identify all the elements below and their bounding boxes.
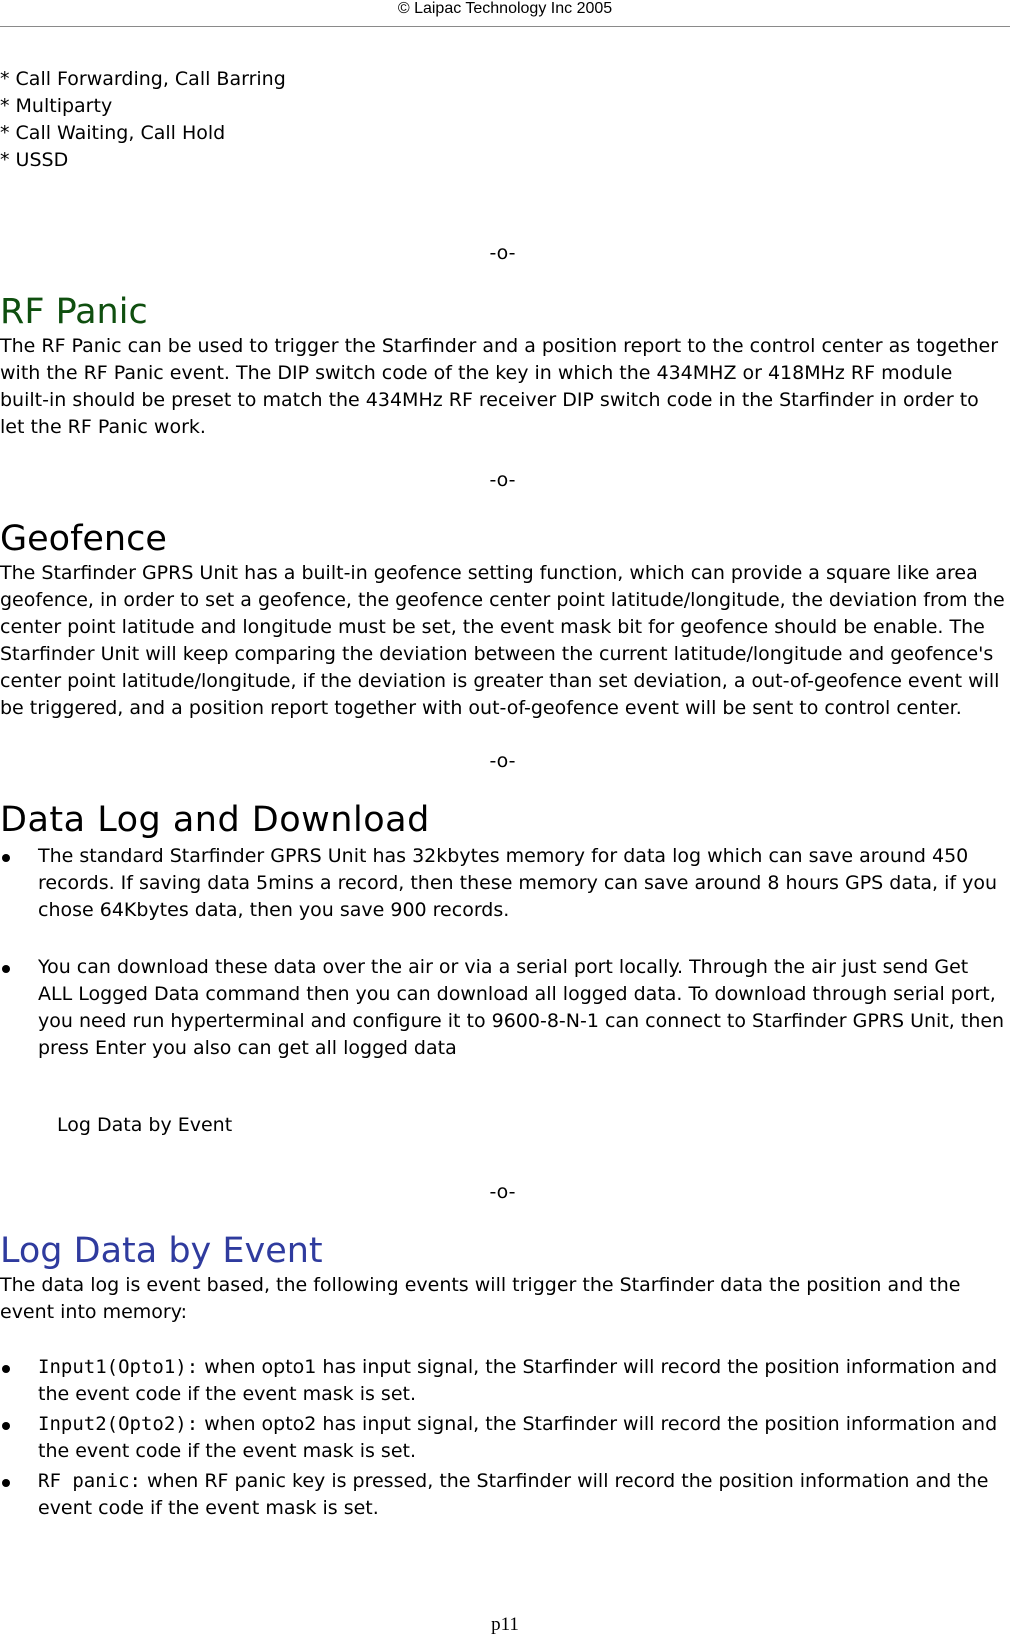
rf-panic-paragraph: The RF Panic can be used to trigger the Starfinder and a position report to the control center as together with the RF Panic event. The DIP switch code of the key in which the 434MHZ or 418MHz RF module built-in should be preset to match the 434MHz RF receiver DIP switch code in the Starfinder in order to let the RF Panic work. [0, 335, 999, 438]
list-item-text: You can download these data over the air or via a serial port locally. Through the air just send Get ALL Logged Data command then you can download all logged data. To download through serial port, you need run hyperterminal and configure it to 9600-8-N-1 can connect to Starfinder GPRS Unit, then press Enter you also can get all logged data [38, 956, 1005, 1059]
list-item [0, 954, 1005, 1062]
event-term: RF panic: [38, 1470, 141, 1492]
log-data-by-event-label: Log Data by Event [57, 1114, 233, 1136]
log-event-intro: The data log is event based, the following events will trigger the Starfinder data the position and the event into memory: [0, 1274, 961, 1323]
feature-item: * Multiparty [0, 95, 113, 117]
feature-item: * Call Waiting, Call Hold [0, 122, 226, 144]
data-log-heading: Data Log and Download [0, 800, 430, 840]
bullet-icon [2, 965, 10, 973]
rf-panic-heading: RF Panic [0, 292, 148, 332]
geofence-paragraph: The Starfinder GPRS Unit has a built-in geofence setting function, which can provide a square like area geofence, in order to set a geofence, the geofence center point latitude/longitude, the deviation from the center point latitude and longitude must be set, the event mask bit for geofence should be enable. The Starfinder Unit will keep comparing the deviation between the current latitude/longitude and geofence's center point latitude/longitude, if the deviation is greater than set deviation, a out-of-geofence event will be triggered, and a position report together with out-of-geofence event will be sent to control center. [0, 562, 1005, 719]
event-description: when opto2 has input signal, the Starfinder will record the position information and the event code if the event mask is set. [38, 1413, 998, 1462]
bullet-icon [2, 1365, 10, 1373]
event-list [0, 1354, 1005, 1522]
list-item [0, 1411, 1005, 1465]
list-item-text: The standard Starfinder GPRS Unit has 32kbytes memory for data log which can save around 450 records. If saving data 5mins a record, then these memory can save around 8 hours GPS data, if you chose 64Kbytes data, then you save 900 records. [38, 845, 998, 921]
section-separator: -o- [489, 1181, 516, 1203]
event-term: Input2(Opto2): [38, 1413, 199, 1435]
feature-item: * USSD [0, 149, 69, 171]
list-item [0, 843, 1005, 924]
event-description: when opto1 has input signal, the Starfinder will record the position information and the event code if the event mask is set. [38, 1356, 998, 1405]
event-description: when RF panic key is pressed, the Starfinder will record the position information and the event code if the event mask is set. [38, 1470, 989, 1519]
section-separator: -o- [489, 469, 516, 491]
page-header [0, 0, 1010, 27]
feature-list [0, 66, 1005, 174]
data-log-list [0, 843, 1005, 1062]
feature-item: * Call Forwarding, Call Barring [0, 68, 286, 90]
section-separator: -o- [489, 242, 516, 264]
page-number: p11 [491, 1614, 519, 1635]
bullet-icon [2, 854, 10, 862]
section-separator: -o- [489, 750, 516, 772]
log-event-heading: Log Data by Event [0, 1231, 323, 1271]
event-term: Input1(Opto1): [38, 1356, 199, 1378]
bullet-icon [2, 1422, 10, 1430]
geofence-heading: Geofence [0, 519, 167, 559]
list-item [0, 1354, 1005, 1408]
copyright-notice: © Laipac Technology Inc 2005 [397, 0, 613, 17]
page-content [0, 66, 1005, 1522]
list-item [0, 1468, 1005, 1522]
bullet-icon [2, 1479, 10, 1487]
